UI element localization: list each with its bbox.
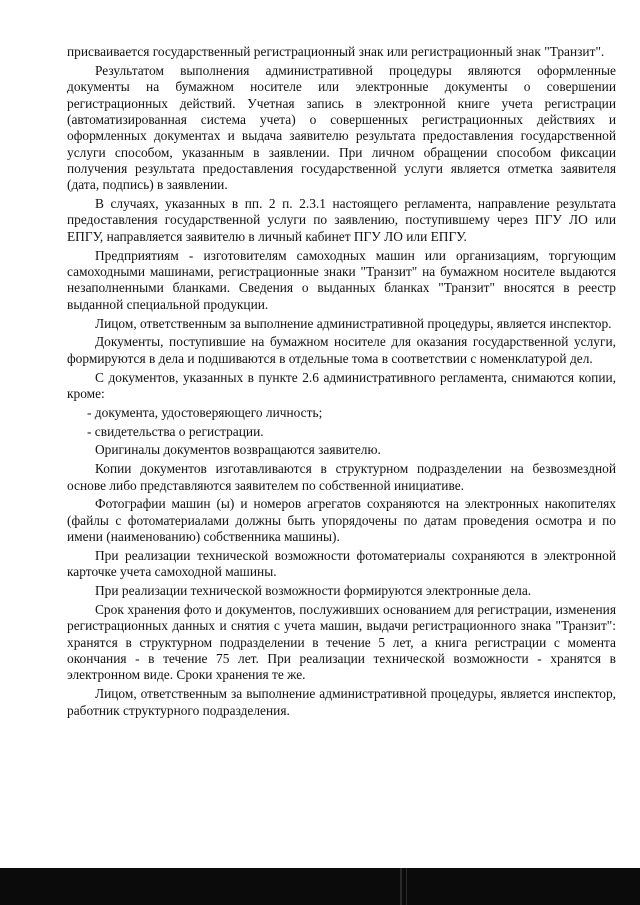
paragraph-originals-returned: Оригиналы документов возвращаются заявителю.	[95, 442, 381, 458]
list-item-registration-certificate: - свидетельства о регистрации.	[87, 423, 264, 439]
paragraph-copies: С документов, указанных в пункте 2.6 административного регламента, снимаются копии, кроме:	[67, 369, 616, 401]
paragraph-electronic-files: При реализации технической возможности формируются электронные дела.	[95, 583, 532, 599]
scan-fold-line	[406, 868, 407, 905]
paragraph-responsible-inspector: Лицом, ответственным за выполнение административной процедуры, является инспектор.	[95, 315, 612, 331]
paragraph-manufacturers: Предприятиям - изготовителям самоходных машин или организациям, торгующим самоходными машинами, регистрационные знаки "Транзит" на бумажном носителе выдаются незаполненными бланками. Сведения о выданных бланках "Транзит" вносятся в реестр выданной специальной продукции.	[67, 247, 616, 312]
paragraph-photos: Фотографии машин (ы) и номеров агрегатов сохраняются на электронных накопителях (файлы с фотоматериалами должны быть упорядочены по датам проведения осмотра и по имени (наименованию) собственника машины).	[67, 496, 616, 545]
paragraph-responsible-final: Лицом, ответственным за выполнение административной процедуры, является инспектор, работник структурного подразделения.	[67, 686, 616, 718]
list-item-identity-document: - документа, удостоверяющего личность;	[87, 404, 323, 420]
scan-fold-line	[400, 868, 402, 905]
paragraph-online-delivery: В случаях, указанных в пп. 2 п. 2.3.1 настоящего регламента, направление результата предоставления государственной услуги по заявлению, поступившему через ПГУ ЛО или ЕПГУ, направляется заявителю в личный кабинет ПГУ ЛО или ЕПГУ.	[67, 196, 616, 244]
document-body	[67, 44, 616, 721]
scan-bottom-border	[0, 868, 640, 905]
paragraph-photos-electronic-card: При реализации технической возможности фотоматериалы сохраняются в электронной карточке учета самоходной машины.	[67, 547, 616, 580]
paragraph-retention-period: Срок хранения фото и документов, послуживших основанием для регистрации, изменения регистрационных данных и снятия с учета машин, выдачи регистрационного знака "Транзит": хранятся в структурном подразделении в течение 5 лет, а книга регистрации с момента окончания - в течение 75 лет. При реализации технической возможности - хранятся в электронном виде. Сроки хранения те же.	[67, 602, 616, 683]
paragraph-result: Результатом выполнения административной процедуры являются оформленные документы на бумажном носителе или электронные документы о совершении регистрационных действий. Учетная запись в электронной книге учета регистрации (автоматизированная система учета) о совершенных регистрационных действиях и оформленных документах и выдача заявителю результата предоставления государственной услуги способом, указанным в заявлении. При личном обращении способом фиксации получения результата предоставления государственной услуги является отметка заявителя (дата, подпись) в заявлении.	[67, 62, 616, 193]
paragraph-continuation: присваивается государственный регистрационный знак или регистрационный знак "Транзит".	[67, 44, 605, 59]
paragraph-case-files: Документы, поступившие на бумажном носителе для оказания государственной услуги, формируются в дела и подшиваются в отдельные тома в соответствии с номенклатурой дел.	[67, 334, 616, 366]
paragraph-copies-made: Копии документов изготавливаются в структурном подразделении на безвозмездной основе либо представляются заявителем по собственной инициативе.	[67, 461, 616, 493]
